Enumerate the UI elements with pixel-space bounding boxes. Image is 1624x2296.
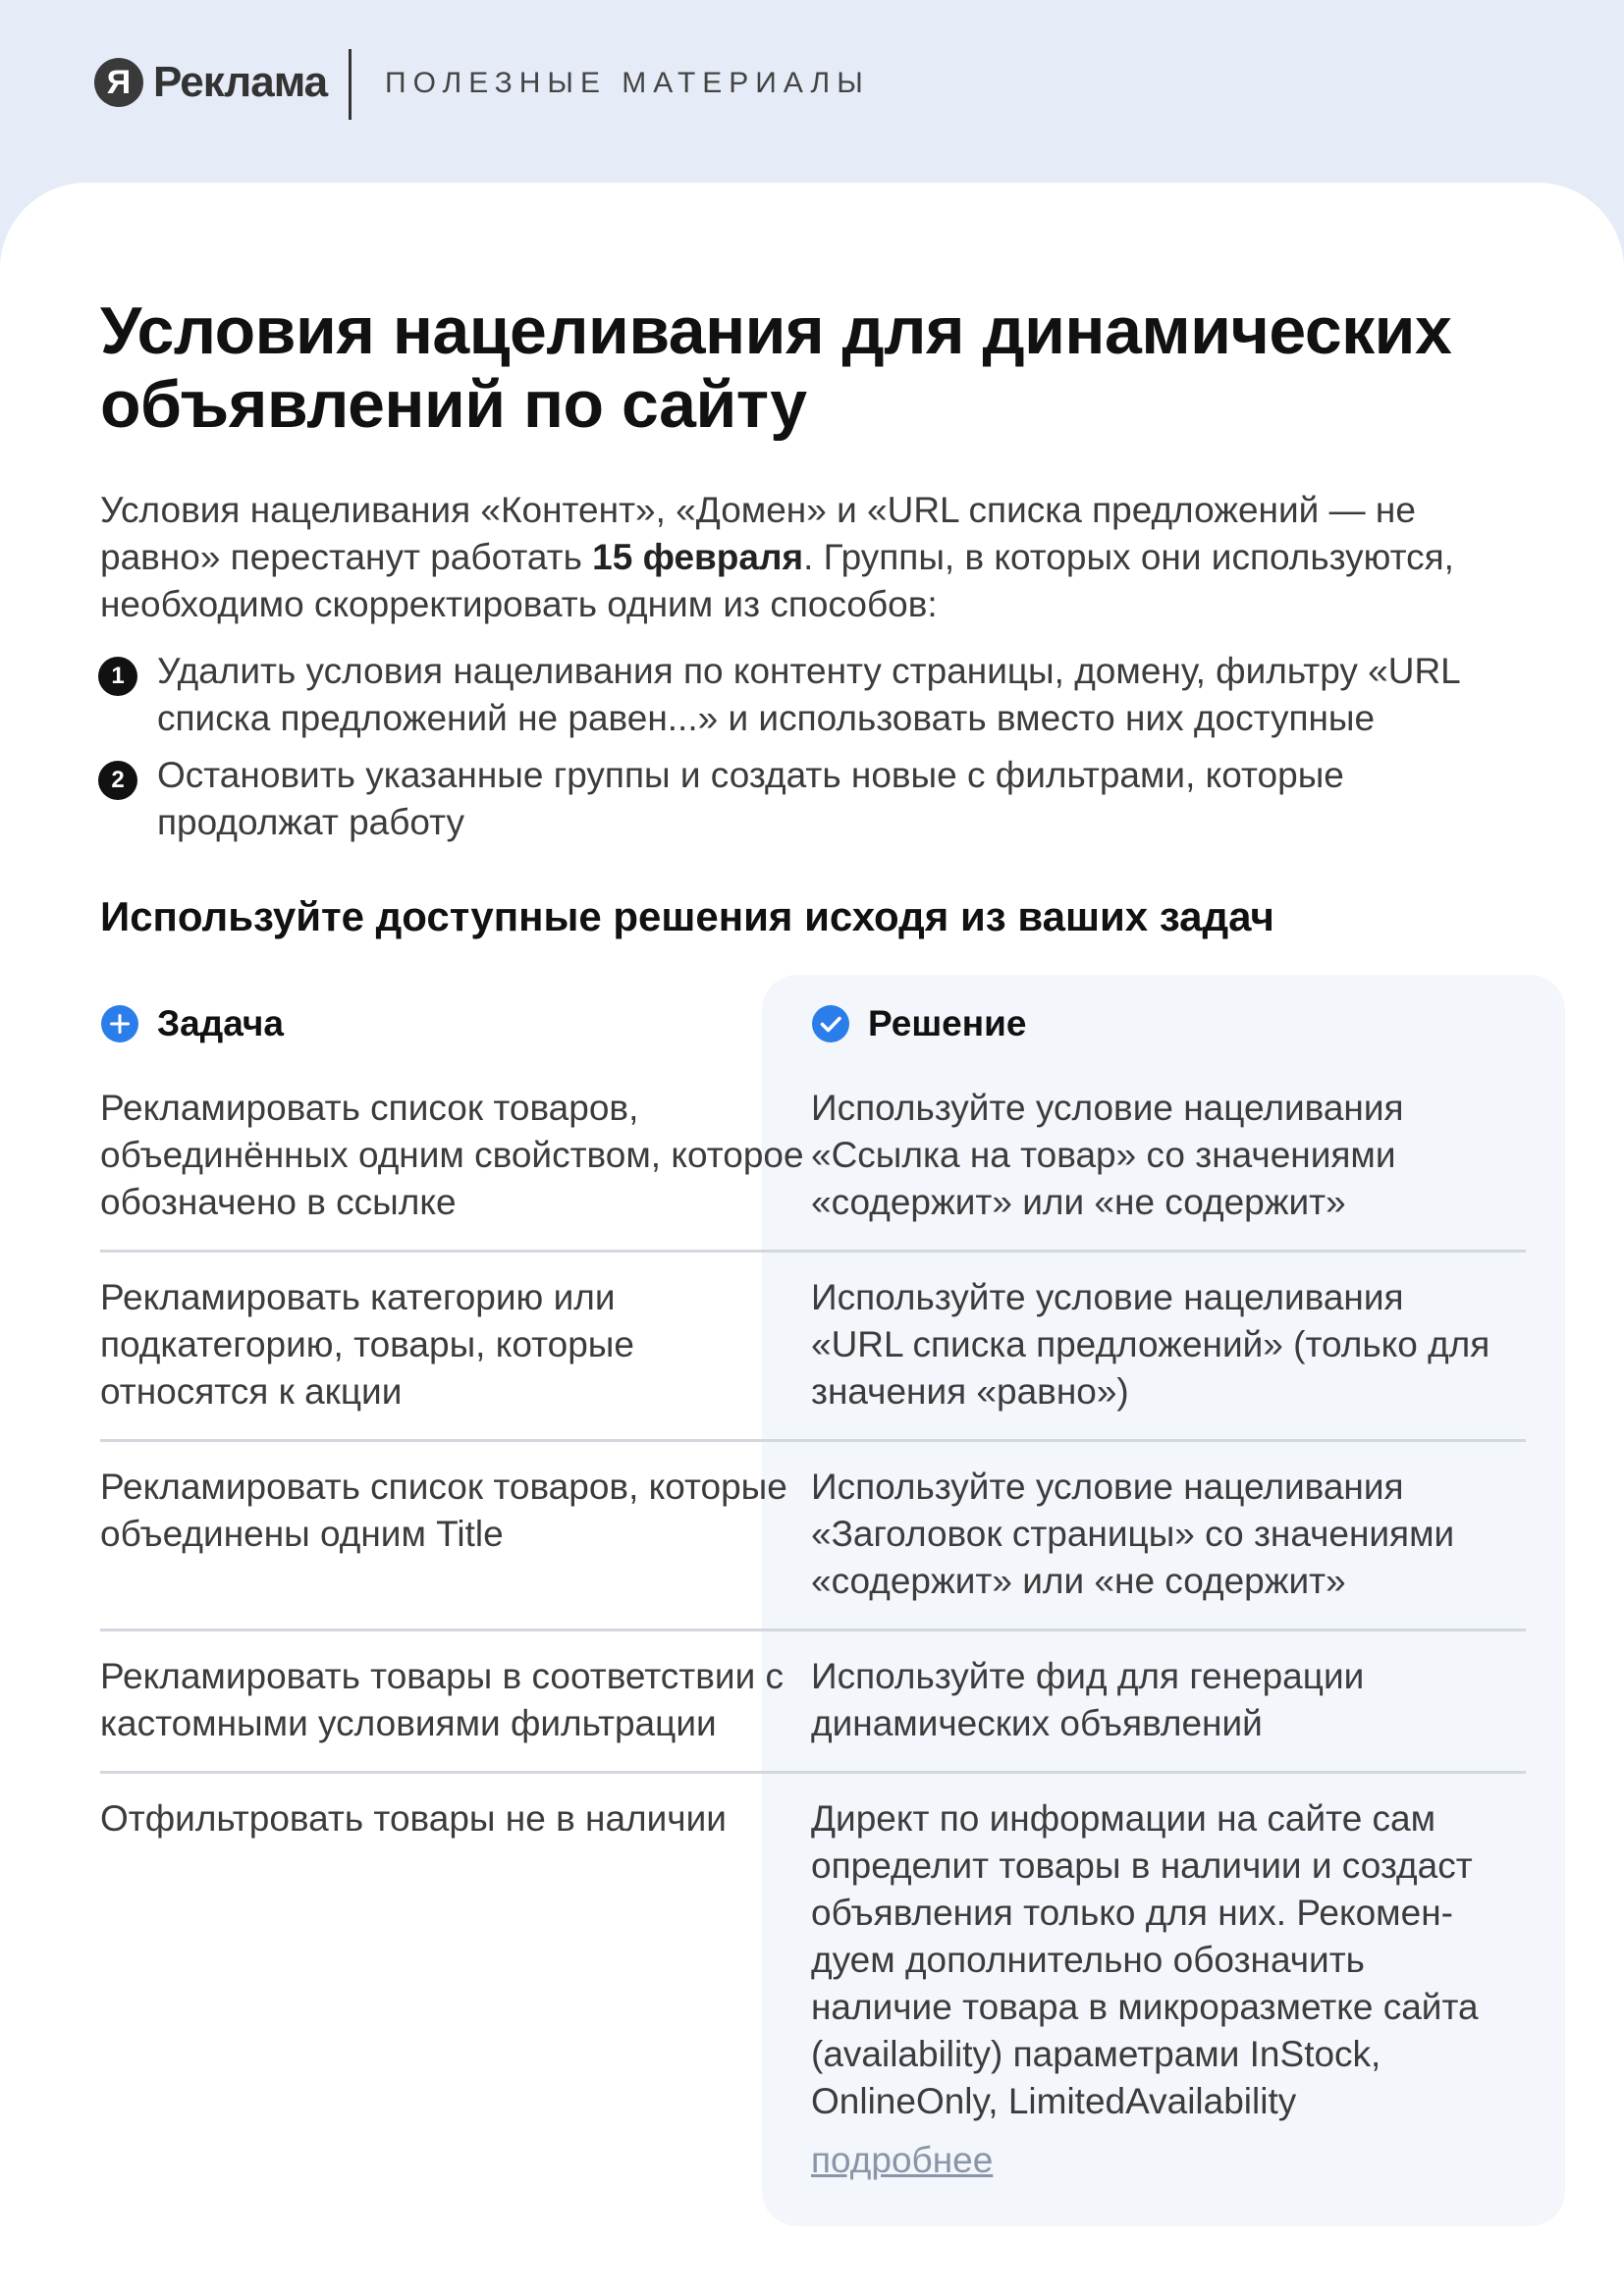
task-column-label: Задача [157, 1003, 284, 1043]
task-cell: Рекламировать категорию или подкатегорию, товары, которые относятся к акции [100, 1277, 634, 1412]
logo-text: Реклама [153, 58, 328, 106]
step-item [98, 648, 1532, 742]
step-text: Удалить условия нацеливания по контенту страницы, домену, фильтру «URL списка предложений не равен...» и использовать вместо них доступные [157, 651, 1460, 738]
yandex-reklama-logo[interactable] [94, 55, 327, 110]
task-cell: Отфильтровать товары не в наличии [100, 1798, 727, 1839]
intro-date: 15 февраля [592, 537, 804, 577]
task-solution-table [100, 1085, 1526, 2208]
step-text: Остановить указанные группы и создать новые с фильтрами, которые продолжат работу [157, 755, 1344, 842]
intro-paragraph [100, 487, 1494, 628]
solution-cell: Используйте условие нацеливания «Ссылка на товар» со значениями «содержит» или «не содержит» [811, 1088, 1404, 1222]
solution-column-header [811, 1003, 1026, 1044]
solution-text: Директ по информации на сайте сам определит товары в наличии и создаст объявления только для них. Рекомен- дуем дополнительно обозначить наличие товара в микроразметке сайта (availability) параметрами InStock, OnlineOnly, LimitedAvailability [811, 1798, 1479, 2121]
table-row [100, 1274, 1526, 1442]
solution-cell: Используйте условие нацеливания «Заголовок страницы» со значениями «содержит» или «не содержит» [811, 1467, 1455, 1601]
intro-text-start: Условия нацеливания «Контент», «Домен» и «URL списка предложений — не равно» перестанут работать [100, 490, 1416, 577]
solution-cell [811, 1795, 1498, 2184]
step-number-badge: 2 [98, 761, 137, 800]
step-item [98, 752, 1532, 846]
page-header [0, 0, 1624, 187]
section-label: ПОЛЕЗНЫЕ МАТЕРИАЛЫ [385, 67, 870, 99]
table-row [100, 1795, 1526, 2208]
more-details-link[interactable]: подробнее [811, 2140, 994, 2180]
intro-text-end: . Группы, в которых они используются, необходимо скорректировать одним из способов: [100, 537, 1454, 624]
table-row [100, 1653, 1526, 1774]
header-divider [349, 49, 352, 120]
plus-circle-icon [100, 1004, 139, 1043]
solution-column-label: Решение [868, 1003, 1027, 1043]
yandex-logo-icon: Я [94, 58, 143, 107]
step-number-badge: 1 [98, 657, 137, 696]
task-cell: Рекламировать список товаров, объединённых одним свойством, которое обозначено в ссылке [100, 1088, 804, 1222]
task-cell: Рекламировать товары в соответствии с кастомными условиями фильтрации [100, 1656, 785, 1743]
solution-cell: Используйте условие нацеливания «URL списка предложений» (только для значения «равно») [811, 1277, 1490, 1412]
task-column-header [100, 1003, 284, 1044]
task-cell: Рекламировать список товаров, которые объединены одним Title [100, 1467, 787, 1554]
section-subtitle: Используйте доступные решения исходя из ваших задач [100, 893, 1274, 939]
table-row [100, 1085, 1526, 1253]
page-title: Условия нацеливания для динамических объявлений по сайту [100, 294, 1452, 442]
table-row [100, 1464, 1526, 1631]
check-circle-icon [811, 1004, 850, 1043]
solution-cell: Используйте фид для генерации динамических объявлений [811, 1656, 1365, 1743]
steps-list [98, 648, 1532, 856]
